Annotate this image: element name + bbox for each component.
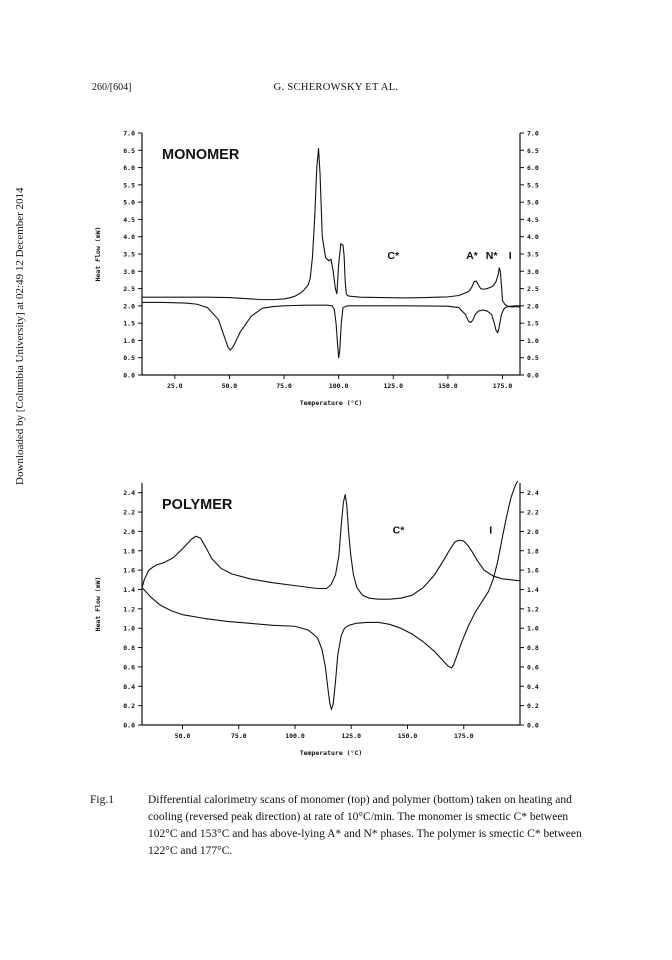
y-tick-label-left: 3.0 <box>123 267 135 276</box>
x-tick-label: 125.0 <box>383 382 404 390</box>
y-tick-label-left: 4.5 <box>123 215 135 224</box>
y-tick-label-right: 0.6 <box>527 663 539 672</box>
chart-title: MONOMER <box>162 147 240 163</box>
polymer-chart-svg <box>90 475 570 765</box>
page-header <box>0 82 672 98</box>
y-tick-label-right: 3.0 <box>527 267 539 276</box>
y-tick-label-left: 5.5 <box>123 181 135 190</box>
y-tick-label-right: 0.8 <box>527 644 539 653</box>
figure-label: Fig.1 <box>90 794 114 806</box>
y-tick-label-left: 1.8 <box>123 547 135 556</box>
y-tick-label-left: 0.0 <box>123 371 135 380</box>
y-tick-label-right: 7.0 <box>527 129 539 138</box>
y-tick-label-left: 2.4 <box>123 489 135 498</box>
y-tick-label-right: 0.0 <box>527 721 539 730</box>
x-tick-label: 100.0 <box>285 732 305 740</box>
y-axis-label: Heat Flow (mW) <box>94 576 102 632</box>
y-tick-label-right: 2.0 <box>527 527 539 536</box>
y-tick-label-right: 2.2 <box>527 508 539 517</box>
y-tick-label-right: 5.0 <box>527 198 539 207</box>
x-tick-label: 50.0 <box>221 382 238 390</box>
y-tick-label-left: 1.6 <box>123 566 135 575</box>
y-tick-label-left: 1.4 <box>123 585 135 594</box>
y-tick-label-right: 6.0 <box>527 164 539 173</box>
y-tick-label-left: 1.0 <box>123 624 135 633</box>
x-tick-label: 150.0 <box>397 732 418 740</box>
y-tick-label-right: 1.4 <box>527 585 539 594</box>
y-tick-label-left: 3.5 <box>123 250 135 259</box>
y-tick-label-left: 6.0 <box>123 164 135 173</box>
chart-title: POLYMER <box>162 497 233 513</box>
monomer-dsc-chart <box>90 125 570 415</box>
x-tick-label: 175.0 <box>492 382 513 390</box>
y-tick-label-left: 0.2 <box>123 702 135 711</box>
y-tick-label-right: 4.0 <box>527 233 539 242</box>
y-tick-label-right: 2.0 <box>527 302 539 311</box>
x-tick-label: 150.0 <box>438 382 458 390</box>
download-watermark: Downloaded by [Columbia University] at 02:49 12 December 2014 <box>14 187 26 485</box>
y-tick-label-left: 1.2 <box>123 605 135 614</box>
phase-annotation: I <box>508 250 512 263</box>
y-tick-label-right: 2.4 <box>527 489 539 498</box>
phase-annotation: C* <box>392 524 405 537</box>
phase-annotation: I <box>489 524 493 537</box>
x-tick-label: 125.0 <box>341 732 362 740</box>
y-tick-label-right: 1.8 <box>527 547 539 556</box>
phase-annotation: A* <box>466 250 478 263</box>
y-tick-label-left: 1.0 <box>123 336 135 345</box>
y-tick-label-left: 0.5 <box>123 354 135 363</box>
x-tick-label: 75.0 <box>230 732 247 740</box>
y-tick-label-left: 4.0 <box>123 233 135 242</box>
y-tick-label-left: 0.8 <box>123 644 135 653</box>
polymer-series-cooling-line <box>142 481 518 709</box>
y-tick-label-right: 1.5 <box>527 319 539 328</box>
phase-annotation: C* <box>387 250 400 263</box>
y-tick-label-left: 5.0 <box>123 198 135 207</box>
y-tick-label-right: 1.0 <box>527 624 539 633</box>
phase-annotation: N* <box>485 250 498 263</box>
y-tick-label-left: 2.0 <box>123 527 135 536</box>
y-axis-label: Heat Flow (mW) <box>94 226 102 282</box>
y-tick-label-left: 0.6 <box>123 663 135 672</box>
y-tick-label-right: 0.0 <box>527 371 539 380</box>
monomer-chart-svg <box>90 125 570 415</box>
y-tick-label-right: 0.2 <box>527 702 539 711</box>
y-tick-label-left: 7.0 <box>123 129 135 138</box>
y-tick-label-left: 2.0 <box>123 302 135 311</box>
figure-caption-text: Differential calorimetry scans of monomer (top) and polymer (bottom) taken on heating and cooling (reversed peak direction) at rate of 10°C/min. The monomer is smectic C* between 102°C and 153°C and has above-lying A* and N* phases. The polymer is smectic C* between 122°C and 177°C. <box>148 794 582 857</box>
running-head: G. SCHEROWSKY ET AL. <box>273 82 399 93</box>
x-tick-label: 50.0 <box>174 732 191 740</box>
monomer-series-heating-line <box>142 149 520 307</box>
y-tick-label-left: 2.5 <box>123 285 135 294</box>
y-tick-label-left: 6.5 <box>123 146 135 155</box>
monomer-series-cooling-line <box>142 302 520 357</box>
y-tick-label-right: 2.5 <box>527 285 539 294</box>
y-tick-label-left: 2.2 <box>123 508 135 517</box>
x-tick-label: 175.0 <box>453 732 474 740</box>
y-tick-label-right: 6.5 <box>527 146 539 155</box>
y-tick-label-right: 0.4 <box>527 682 539 691</box>
y-tick-label-right: 1.0 <box>527 336 539 345</box>
y-tick-label-left: 1.5 <box>123 319 135 328</box>
x-axis-label: Temperature (°C) <box>299 749 363 757</box>
x-axis-label: Temperature (°C) <box>299 399 363 407</box>
y-tick-label-right: 1.6 <box>527 566 539 575</box>
y-tick-label-right: 3.5 <box>527 250 539 259</box>
polymer-dsc-chart <box>90 475 570 765</box>
y-tick-label-left: 0.0 <box>123 721 135 730</box>
x-tick-label: 100.0 <box>328 382 349 390</box>
x-tick-label: 75.0 <box>276 382 292 390</box>
page-number: 260/[604] <box>92 82 132 93</box>
y-tick-label-right: 0.5 <box>527 354 539 363</box>
y-tick-label-right: 4.5 <box>527 215 539 224</box>
x-tick-label: 25.0 <box>166 382 183 390</box>
y-tick-label-right: 1.2 <box>527 605 539 614</box>
y-tick-label-left: 0.4 <box>123 682 135 691</box>
y-tick-label-right: 5.5 <box>527 181 539 190</box>
